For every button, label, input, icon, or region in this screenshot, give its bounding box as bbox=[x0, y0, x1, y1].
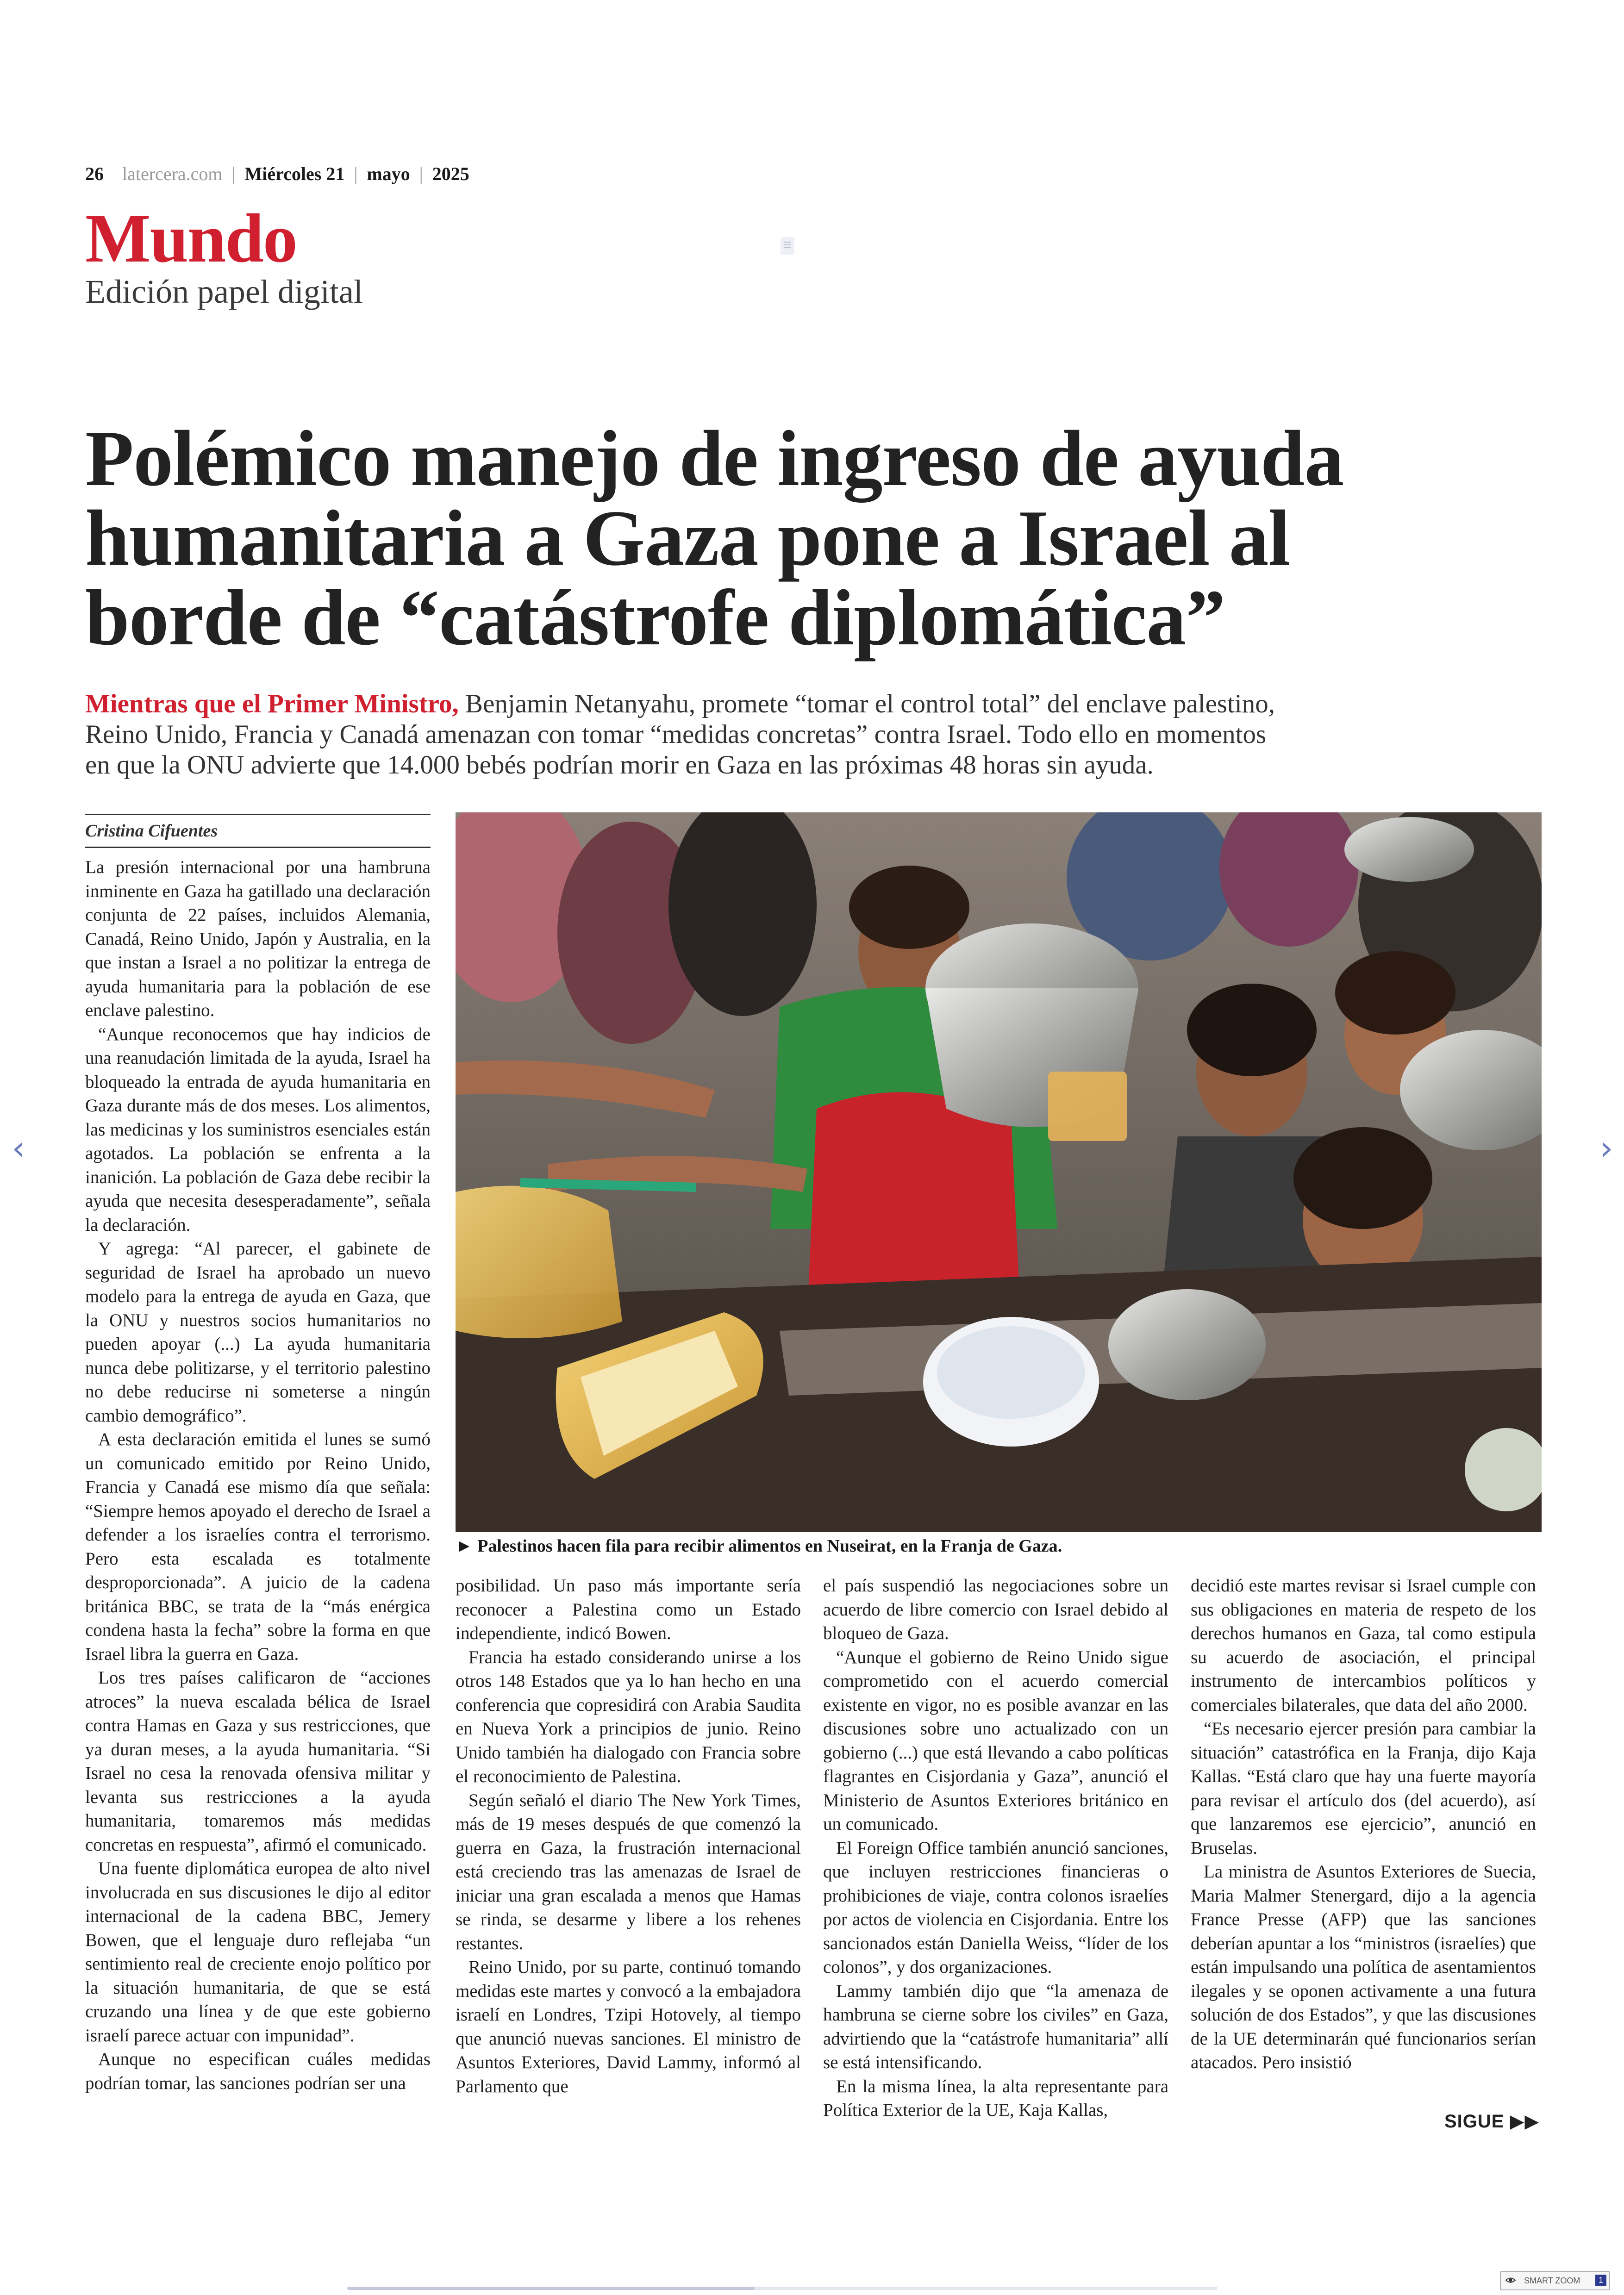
headline-line: humanitaria a Gaza pone a Israel al bbox=[85, 494, 1290, 582]
date-month: mayo bbox=[367, 163, 410, 184]
separator: | bbox=[231, 163, 236, 184]
eye-icon bbox=[1505, 2276, 1516, 2285]
chevron-left-icon[interactable]: ‹ bbox=[12, 1129, 25, 1167]
lead-text: en que la ONU advierte que 14.000 bebés podrían morir en Gaza en las próximas 48 horas sin ayuda. bbox=[85, 750, 1154, 780]
separator: | bbox=[419, 163, 423, 184]
chevron-right-icon[interactable]: › bbox=[1599, 1129, 1613, 1167]
lead-text: Benjamin Netanyahu, promete “tomar el control total” del enclave palestino, bbox=[458, 689, 1275, 718]
separator: | bbox=[354, 163, 358, 184]
paragraph: decidió este martes revisar si Israel cumple con sus obligaciones en materia de respeto de los derechos humanos en Gaza, tal como estipula su acuerdo de asociación, el principal instrumento de intercambios políticos y comerciales bilaterales, que data del año 2000. bbox=[1191, 1576, 1536, 1715]
page-number: 26 bbox=[85, 163, 104, 184]
paragraph: Lammy también dijo que “la amenaza de hambruna se cierne sobre los civiles” en Gaza, advirtiendo que la “catástrofe humanitaria” allí se está intensificando. bbox=[823, 1981, 1168, 2072]
article-column-3 bbox=[823, 1574, 1168, 2122]
article-column-1 bbox=[85, 855, 431, 2095]
paragraph: Francia ha estado considerando unirse a los otros 148 Estados que ya lo han hecho en una conferencia que copresidirá con Arabia Saudita en Nueva York a principios de junio. Reino Unido también ha dialogado con Francia sobre el reconocimiento de Palestina. bbox=[456, 1647, 801, 1786]
paragraph: Una fuente diplomática europea de alto nivel involucrada en sus discusiones le dijo al editor internacional de la cadena BBC, Jemery Bowen, que el lenguaje duro reflejaba “un sentimiento real de creciente enojo político por la situación humanitaria, de que se está cruzando una línea y de que este gobierno israelí parece actuar con impunidad”. bbox=[85, 1858, 431, 2046]
lead-kicker: Mientras que el Primer Ministro, bbox=[85, 689, 459, 718]
lead-paragraph bbox=[85, 689, 1543, 780]
site-name: latercera.com bbox=[122, 163, 223, 184]
headline-line: Polémico manejo de ingreso de ayuda bbox=[85, 415, 1344, 503]
photo-caption: ► Palestinos hacen fila para recibir alimentos en Nuseirat, en la Franja de Gaza. bbox=[456, 1536, 1062, 1556]
edition-label: Edición papel digital bbox=[85, 273, 363, 310]
paragraph: Y agrega: “Al parecer, el gabinete de seguridad de Israel ha aprobado un nuevo modelo para la entrega de ayuda en Gaza, que la ONU y nuestros socios humanitarios no pueden apoyar (...) La ayuda humanitaria nunca debe politizarse, y el territorio palestino no debe reducirse ni someterse a ningún cambio demográfico”. bbox=[85, 1239, 431, 1426]
lead-text: Reino Unido, Francia y Canadá amenazan con tomar “medidas concretas” contra Israel. Todo ello en momentos bbox=[85, 720, 1267, 749]
news-photo bbox=[456, 812, 1542, 1532]
paragraph: Según señaló el diario The New York Times, más de 19 meses después de que comenzó la guerra en Gaza, la frustración internacional está creciendo tras las amenazas de Israel de iniciar una gran escalada a menos que Hamas se rinda, se desarme y libere a los rehenes restantes. bbox=[456, 1790, 801, 1953]
paragraph: posibilidad. Un paso más importante sería reconocer a Palestina como un Estado independiente, indicó Bowen. bbox=[456, 1576, 801, 1643]
smart-zoom-label: SMART ZOOM bbox=[1524, 2276, 1580, 2285]
section-title: Mundo bbox=[85, 200, 297, 277]
paragraph: “Aunque el gobierno de Reino Unido sigue comprometido con el acuerdo comercial existente en vigor, no es posible avanzar en las discusiones sobre uno actualizado con un gobierno (...) que está llevando a cabo políticas flagrantes en Cisjordania y Gaza”, anunció el Ministerio de Asuntos Exteriores británico en un comunicado. bbox=[823, 1647, 1168, 1834]
byline: Cristina Cifuentes bbox=[85, 814, 431, 848]
smart-zoom-button[interactable] bbox=[1500, 2271, 1610, 2290]
zoom-count-badge: 1 bbox=[1595, 2275, 1606, 2286]
headline-line: borde de “catástrofe diplomática” bbox=[85, 574, 1225, 662]
paragraph: Los tres países calificaron de “acciones atroces” la nueva escalada bélica de Israel contra Hamas en Gaza y sus restricciones, que ya duran meses, a la ayuda humanitaria. “Si Israel no cesa la renovada ofensiva militar y levanta sus restricciones a la ayuda humanitaria, tomaremos más medidas concretas en respuesta”, afirmó el comunicado. bbox=[85, 1668, 431, 1855]
paragraph: A esta declaración emitida el lunes se sumó un comunicado emitido por Reino Unido, Francia y Canadá ese mismo día que señala: “Siempre hemos apoyado el derecho de Israel a defender a los israelíes contra el terrorismo. Pero esta escalada es totalmente desproporcionada”. A juicio de la cadena británica BBC, se trata de la “más enérgica condena hasta la fecha” sobre la forma en que Israel libra la guerra en Gaza. bbox=[85, 1429, 431, 1664]
masthead-line bbox=[85, 163, 469, 185]
photo-illustration bbox=[456, 812, 1542, 1532]
document-icon[interactable] bbox=[781, 237, 794, 255]
date-day: Miércoles 21 bbox=[244, 163, 345, 184]
paragraph: “Aunque reconocemos que hay indicios de una reanudación limitada de la ayuda, Israel ha bloqueado la entrada de ayuda humanitaria en Gaza durante más de dos meses. Los alimentos, las medicinas y los suministros esenciales están agotados. La población se enfrenta a la inanición. La población de Gaza debe recibir la ayuda que necesita desesperadamente”, señala la declaración. bbox=[85, 1024, 431, 1235]
paragraph: La presión internacional por una hambruna inminente en Gaza ha gatillado una declaración conjunta de 22 países, incluidos Alemania, Canadá, Reino Unido, Japón y Australia, en la que instan a Israel a no politizar la entrega de ayuda humanitaria para la población de ese enclave palestino. bbox=[85, 857, 431, 1020]
paragraph: el país suspendió las negociaciones sobre un acuerdo de libre comercio con Israel debido al bloqueo de Gaza. bbox=[823, 1576, 1168, 1643]
paragraph: El Foreign Office también anunció sanciones, que incluyen restricciones financieras o prohibiciones de viaje, contra colonos israelíes por actos de violencia en Cisjordania. Entre los sancionados están Daniella Weiss, “líder de los colonos”, y dos organizaciones. bbox=[823, 1838, 1168, 1977]
continues-label: SIGUE ▶▶ bbox=[1444, 2111, 1540, 2132]
article-column-4 bbox=[1191, 1574, 1536, 2075]
scrollbar-thumb[interactable] bbox=[347, 2287, 755, 2290]
paragraph: En la misma línea, la alta representante para Política Exterior de la UE, Kaja Kallas, bbox=[823, 2076, 1168, 2120]
paragraph: Aunque no especifican cuáles medidas podrían tomar, las sanciones podrían ser una bbox=[85, 2049, 431, 2093]
date-year: 2025 bbox=[432, 163, 469, 184]
paragraph: “Es necesario ejercer presión para cambiar la situación” catastrófica en la Franja, dijo Kaja Kallas. “Está claro que hay una fuerte mayoría para revisar el artículo dos (del acuerdo), así que lanzaremos ese ejercicio”, anunció en Bruselas. bbox=[1191, 1719, 1536, 1858]
article-column-2 bbox=[456, 1574, 801, 2098]
paragraph: Reino Unido, por su parte, continuó tomando medidas este martes y convocó a la embajadora israelí en Londres, Tzipi Hotovely, al tiempo que anunció nuevas sanciones. El ministro de Asuntos Exteriores, David Lammy, informó al Parlamento que bbox=[456, 1957, 801, 2096]
headline bbox=[85, 415, 1511, 662]
paragraph: La ministra de Asuntos Exteriores de Suecia, Maria Malmer Stenergard, dijo a la agencia France Presse (AFP) que las sanciones deberían apuntar a los “ministros (israelíes) que están impulsando una política de asentamientos ilegales y se oponen activamente a una futura solución de dos Estados”, y que las discusiones de la UE determinarán qué funcionarios serían atacados. Pero insistió bbox=[1191, 1862, 1536, 2072]
